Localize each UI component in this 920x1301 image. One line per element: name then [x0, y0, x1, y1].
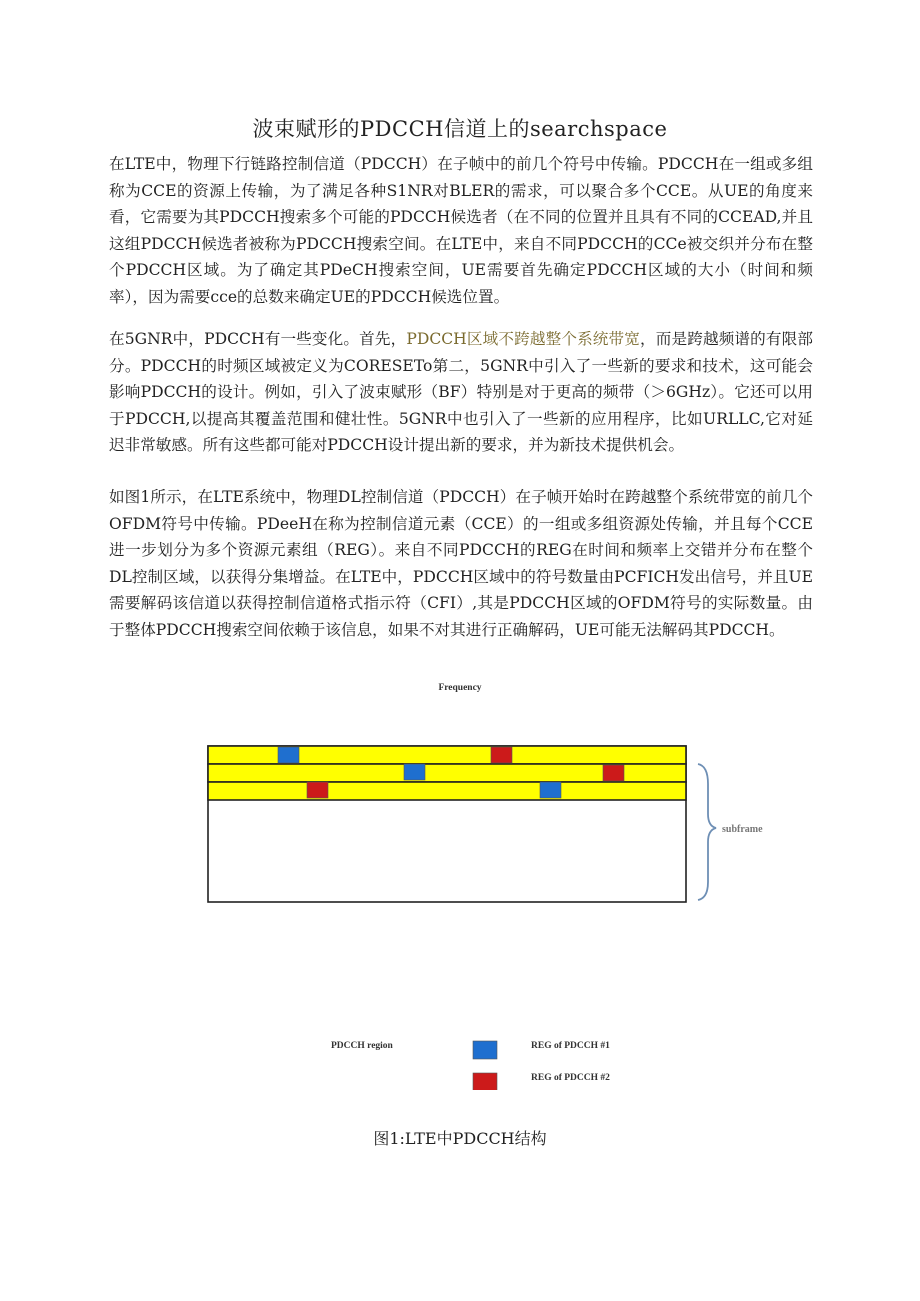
pdcch-structure-diagram: [0, 670, 920, 1090]
frequency-axis-label: Frequency: [438, 683, 482, 693]
paragraph-5gnr-intro: 在5GNR中，PDCCH有一些变化。首先，: [109, 330, 407, 348]
highlighted-text: PDCCH区域不跨越整个系统带宽: [406, 330, 641, 348]
legend-reg-pdcch-1-swatch: [473, 1041, 497, 1059]
legend-reg-pdcch-1-label: REG of PDCCH #1: [531, 1041, 610, 1051]
legend-reg-pdcch-2-swatch: [473, 1073, 497, 1090]
subframe-label: subframe: [722, 824, 763, 835]
legend-reg-pdcch-2-label: REG of PDCCH #2: [531, 1073, 610, 1083]
pdcch-region-row-3: [208, 782, 686, 800]
paragraph-figure-description: 如图1所示，在LTE系统中，物理DL控制信道（PDCCH）在子帧开始时在跨越整个系统带宽的前几个OFDM符号中传输。PDeeH在称为控制信道元素（CCE）的一组或多组资源处传输，并且每个CCE进一步划分为多个资源元素组（REG）。来自不同PDCCH的REG在时间和频率上交错并分布在整个DL控制区域，以获得分集增益。在LTE中，PDCCH区域中的符号数量由PCFICH发出信号，并且UE需要解码该信道以获得控制信道格式指示符（CFI）,其是PDCCH区域的OFDM符号的实际数量。由于整体PDCCH搜索空间依赖于该信息，如果不对其进行正确解码，UE可能无法解码其PDCCH。: [109, 488, 813, 639]
paragraph-lte-pdcch: 在LTE中，物理下行链路控制信道（PDCCH）在子帧中的前几个符号中传输。PDCCH在一组或多组称为CCE的资源上传输，为了满足各种S1NR对BLER的需求，可以聚合多个CCE。从UE的角度来看，它需要为其PDCCH搜索多个可能的PDCCH候选者（在不同的位置并且具有不同的CCEAD,并且这组PDCCH候选者被称为PDCCH搜索空间。在LTE中，来自不同PDCCH的CCe被交织并分布在整个PDCCH区域。为了确定其PDeCH搜索空间，UE需要首先确定PDCCH区域的大小（时间和频率），因为需要cce的总数来确定UE的PDCCH候选位置。: [109, 155, 813, 306]
legend-pdcch-region-label: PDCCH region: [331, 1041, 393, 1051]
paragraph-5gnr-pdcch: [109, 326, 813, 459]
reg-pdcch-1-block: [540, 782, 561, 798]
reg-pdcch-1-block: [278, 747, 299, 763]
reg-pdcch-2-block: [491, 747, 512, 763]
figure-caption: 图1:LTE中PDCCH结构: [373, 1129, 547, 1148]
paragraph-5gnr-rest: ，而是跨越频谱的有限部分。PDCCH的时频区域被定义为CORESETo第二，5GNR中引入了一些新的要求和技术，这可能会影响PDCCH的设计。例如，引入了波束赋形（BF）特别是对于更高的频带（＞6GHz）。它还可以用于PDCCH,以提高其覆盖范围和健壮性。5GNR中也引入了一些新的应用程序，比如URLLC,它对延迟非常敏感。所有这些都可能对PDCCH设计提出新的要求，并为新技术提供机会。: [109, 330, 813, 454]
reg-pdcch-1-block: [404, 764, 425, 780]
document-title: 波束赋形的PDCCH信道上的searchspace: [252, 117, 668, 141]
reg-pdcch-2-block: [307, 782, 328, 798]
reg-pdcch-2-block: [603, 765, 624, 781]
subframe-brace-icon: [698, 764, 716, 900]
